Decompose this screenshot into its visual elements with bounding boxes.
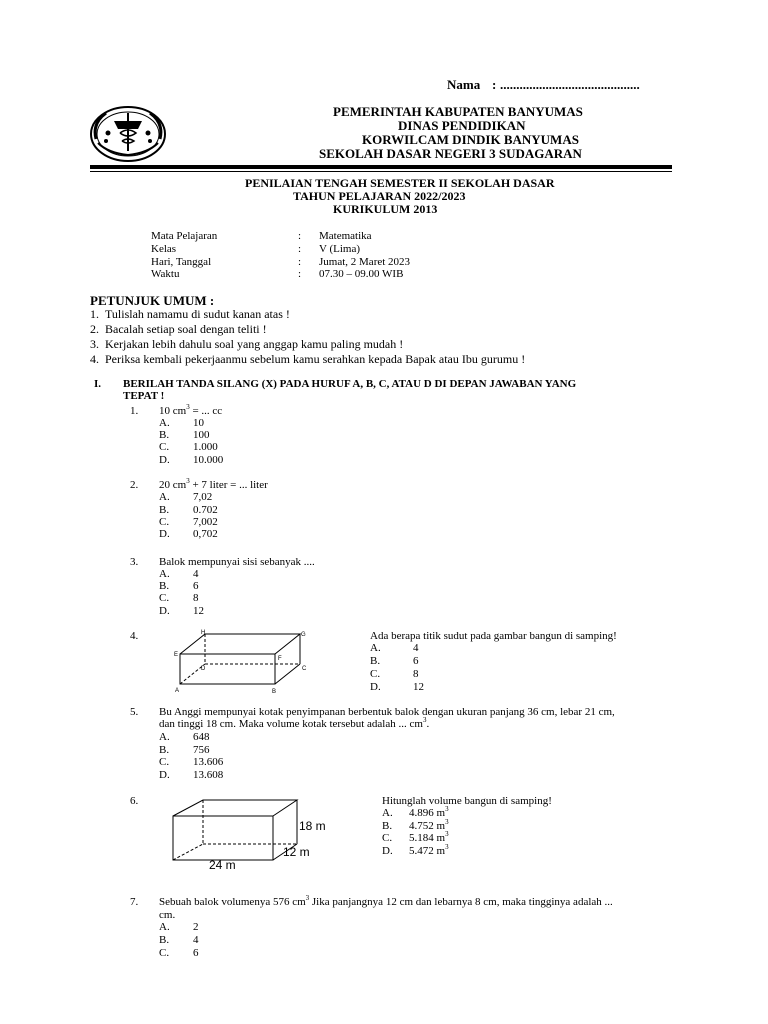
question-number: 2.	[130, 479, 139, 491]
option-letter[interactable]: C.	[159, 947, 170, 959]
option-letter[interactable]: A.	[159, 491, 170, 503]
question-text-line2: dan tinggi 18 cm. Maka volume kotak tersebut adalah ... $cm^3$.	[159, 716, 430, 730]
option-letter[interactable]: C.	[159, 592, 170, 604]
option-letter[interactable]: A.	[382, 807, 393, 819]
question-text: Ada berapa titik sudut pada gambar bangun di samping!	[370, 630, 617, 642]
name-label: Nama	[447, 77, 481, 92]
question-number: 5.	[130, 706, 139, 718]
vertex-label: E	[174, 652, 179, 658]
vertex-label: A	[175, 688, 180, 694]
option-text[interactable]: 2	[193, 921, 199, 933]
vertex-label: D	[201, 666, 206, 672]
option-letter[interactable]: B.	[159, 504, 170, 516]
section-title-line1: BERILAH TANDA SILANG (X) PADA HURUF A, B, C, ATAU D DI DEPAN JAWABAN YANG	[123, 378, 577, 390]
info-label: Waktu	[151, 268, 180, 280]
option-letter[interactable]: B.	[159, 429, 170, 441]
cuboid-vertices-figure	[170, 628, 310, 698]
option-text[interactable]: 13.608	[193, 769, 224, 781]
name-blank[interactable]: ...........................................	[500, 77, 640, 92]
option-text[interactable]: 4	[193, 934, 199, 946]
option-text[interactable]: 4	[413, 642, 419, 654]
option-text[interactable]: 8	[413, 668, 419, 680]
question-text: Hitunglah volume bangun di samping!	[382, 795, 552, 807]
option-text[interactable]: 7,002	[193, 516, 218, 528]
school-emblem-logo	[84, 103, 172, 165]
option-letter[interactable]: B.	[159, 744, 170, 756]
option-letter[interactable]: B.	[370, 655, 381, 667]
info-value: Matematika	[319, 230, 372, 242]
option-letter[interactable]: D.	[159, 528, 170, 540]
option-letter[interactable]: B.	[382, 820, 393, 832]
option-letter[interactable]: C.	[159, 441, 170, 453]
question-text: 10 $cm^3$ = ... cc	[159, 403, 223, 417]
instruction-item: 4. Periksa kembali pekerjaanmu sebelum kamu serahkan kepada Bapak atau Ibu gurumu !	[90, 352, 526, 366]
option-letter[interactable]: C.	[159, 516, 170, 528]
option-letter[interactable]: D.	[159, 769, 170, 781]
section-title-line2: TEPAT !	[123, 390, 165, 402]
exam-title-2: TAHUN PELAJARAN 2022/2023	[293, 189, 466, 203]
option-text[interactable]: 4.752 $m^3$	[409, 818, 449, 832]
option-text[interactable]: 756	[193, 744, 210, 756]
name-colon: :	[492, 77, 497, 92]
question-number: 7.	[130, 896, 139, 908]
header-department: DINAS PENDIDIKAN	[398, 118, 526, 133]
height-label: 18 m	[299, 819, 326, 833]
instruction-item: 2. Bacalah setiap soal dengan teliti !	[90, 322, 267, 336]
vertex-label: G	[301, 632, 306, 638]
question-number: 1.	[130, 405, 139, 417]
option-text[interactable]: 13.606	[193, 756, 224, 768]
instruction-item: 3. Kerjakan lebih dahulu soal yang anggap kamu paling mudah !	[90, 337, 404, 351]
option-text[interactable]: 7,02	[193, 491, 213, 503]
exam-title-3: KURIKULUM 2013	[333, 202, 438, 216]
option-letter[interactable]: D.	[370, 681, 381, 693]
option-text[interactable]: 100	[193, 429, 210, 441]
info-colon: :	[298, 230, 302, 242]
question-text-line2: cm.	[159, 909, 176, 921]
question-text-line1: Bu Anggi mempunyai kotak penyimpanan berbentuk balok dengan ukuran panjang 36 cm, lebar 21 cm,	[159, 706, 615, 718]
option-letter[interactable]: A.	[159, 731, 170, 743]
option-text[interactable]: 4	[193, 568, 199, 580]
option-text[interactable]: 8	[193, 592, 199, 604]
vertex-label: C	[302, 666, 307, 672]
option-text[interactable]: 1.000	[193, 441, 218, 453]
info-label: Kelas	[151, 243, 177, 255]
option-text[interactable]: 10.000	[193, 454, 224, 466]
option-text[interactable]: 6	[193, 580, 199, 592]
option-letter[interactable]: B.	[159, 934, 170, 946]
instructions-title: PETUNJUK UMUM :	[90, 293, 215, 308]
option-text[interactable]: 0,702	[193, 528, 218, 540]
info-value: V (Lima)	[319, 243, 361, 255]
option-text[interactable]: 648	[193, 731, 210, 743]
width-label: 12 m	[283, 845, 310, 859]
option-letter[interactable]: D.	[382, 845, 393, 857]
header-korwilcam: KORWILCAM DINDIK BANYUMAS	[362, 132, 579, 147]
info-value: 07.30 – 09.00 WIB	[319, 268, 404, 280]
option-text[interactable]: 6	[193, 947, 199, 959]
option-text[interactable]: 5.472 $m^3$	[409, 843, 449, 857]
info-colon: :	[298, 268, 302, 280]
option-letter[interactable]: C.	[159, 756, 170, 768]
header-divider-thick	[90, 165, 672, 169]
question-text: Balok mempunyai sisi sebanyak ....	[159, 556, 315, 568]
cuboid-dimensions-figure	[165, 794, 335, 870]
vertex-label: B	[272, 689, 277, 695]
info-colon: :	[298, 243, 302, 255]
option-letter[interactable]: A.	[370, 642, 381, 654]
info-label: Mata Pelajaran	[151, 230, 218, 242]
instruction-item: 1. Tulislah namamu di sudut kanan atas !	[90, 307, 290, 321]
option-letter[interactable]: D.	[159, 605, 170, 617]
option-letter[interactable]: D.	[159, 454, 170, 466]
option-letter[interactable]: B.	[159, 580, 170, 592]
question-text-line1: Sebuah balok volumenya 576 $cm^3$ Jika panjangnya 12 cm dan lebarnya 8 cm, maka tingginya adalah ...	[159, 894, 613, 908]
option-text[interactable]: 0.702	[193, 504, 218, 516]
option-text[interactable]: 4.896 $m^3$	[409, 805, 449, 819]
vertex-label: F	[278, 656, 282, 662]
question-number: 6.	[130, 795, 139, 807]
option-text[interactable]: 5.184 $m^3$	[409, 830, 449, 844]
option-letter[interactable]: A.	[159, 568, 170, 580]
question-text: 20 $cm^3 + 7$ liter = ... liter	[159, 477, 268, 491]
info-label: Hari, Tanggal	[151, 256, 212, 268]
info-colon: :	[298, 256, 302, 268]
option-letter[interactable]: C.	[370, 668, 381, 680]
option-text[interactable]: 12	[413, 681, 424, 693]
option-text[interactable]: 12	[193, 605, 204, 617]
section-number: I.	[94, 378, 102, 390]
option-letter[interactable]: A.	[159, 417, 170, 429]
vertex-label: H	[201, 630, 206, 636]
option-letter[interactable]: C.	[382, 832, 393, 844]
exam-title-1: PENILAIAN TENGAH SEMESTER II SEKOLAH DASAR	[245, 176, 555, 190]
option-text[interactable]: 10	[193, 417, 204, 429]
length-label: 24 m	[209, 858, 236, 870]
info-value: Jumat, 2 Maret 2023	[319, 256, 411, 268]
header-government: PEMERINTAH KABUPATEN BANYUMAS	[333, 104, 583, 119]
question-number: 3.	[130, 556, 139, 568]
header-divider-thin	[90, 171, 672, 172]
option-text[interactable]: 6	[413, 655, 419, 667]
question-number: 4.	[130, 630, 139, 642]
option-letter[interactable]: A.	[159, 921, 170, 933]
header-school: SEKOLAH DASAR NEGERI 3 SUDAGARAN	[319, 146, 582, 161]
